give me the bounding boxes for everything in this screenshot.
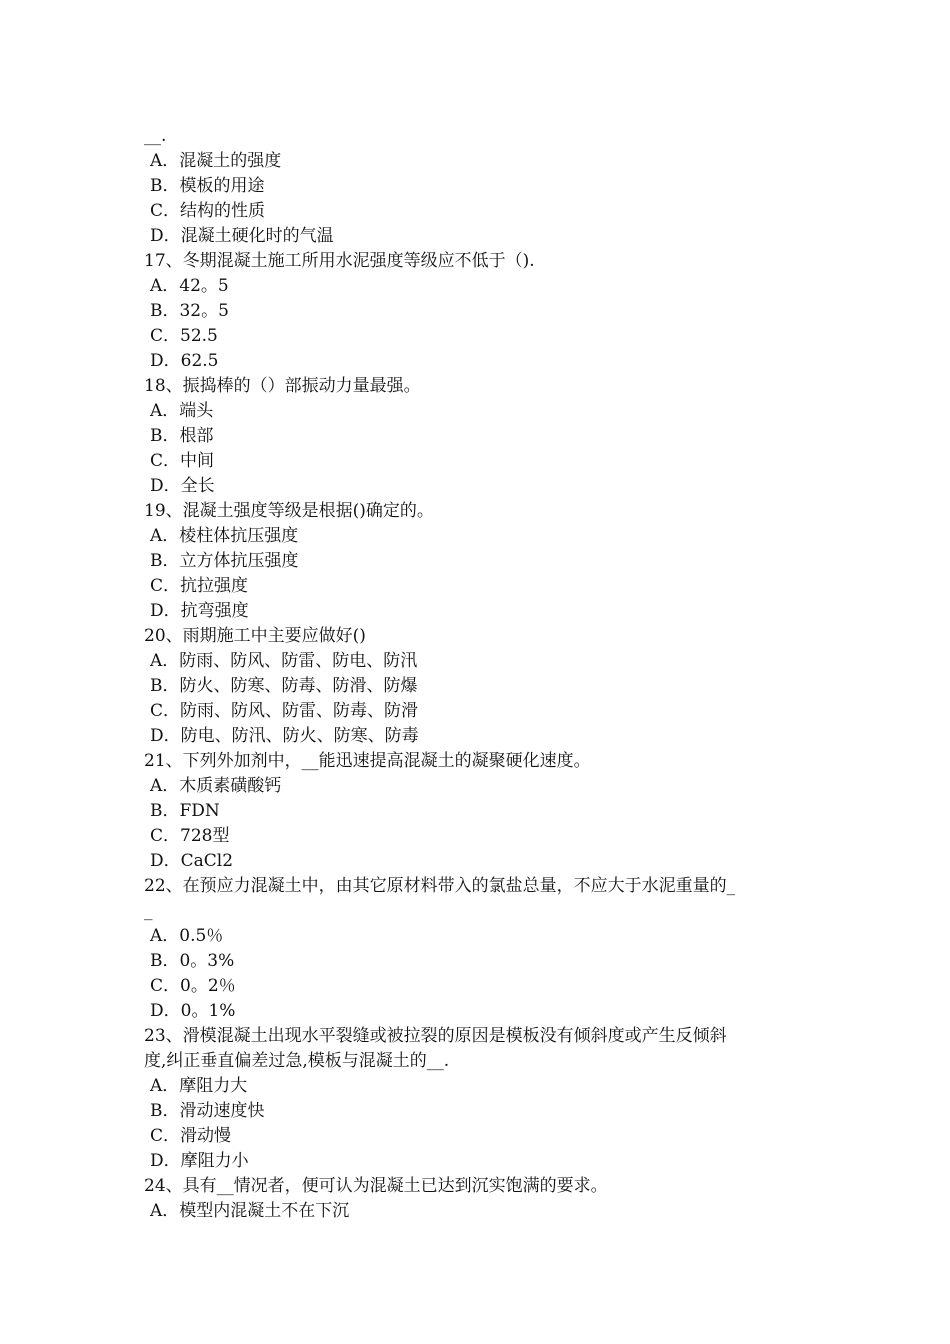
answer-option: C．728型 — [150, 826, 230, 846]
question-stem-fragment: __. — [144, 126, 167, 146]
question-text: 24、具有__情况者，便可认为混凝土已达到沉实饱满的要求。 — [144, 1176, 608, 1196]
question-list — [144, 124, 814, 1224]
answer-option: B．32。5 — [150, 301, 229, 321]
answer-option: B．0。3% — [150, 951, 235, 971]
question-text: _ — [144, 901, 153, 921]
answer-option: A．0.5％ — [150, 926, 224, 946]
question-text: 19、混凝土强度等级是根据()确定的。 — [144, 501, 434, 521]
answer-option: C．抗拉强度 — [150, 576, 249, 596]
answer-option: A．棱柱体抗压强度 — [150, 526, 299, 546]
question-text: 23、滑模混凝土出现水平裂缝或被拉裂的原因是模板没有倾斜度或产生反倾斜 — [144, 1026, 727, 1046]
question-text: 18、振捣棒的（）部振动力量最强。 — [144, 376, 421, 396]
answer-option: A．摩阻力大 — [150, 1076, 248, 1096]
question-text: 20、雨期施工中主要应做好() — [144, 626, 366, 646]
answer-option: D．全长 — [150, 476, 215, 496]
answer-option: C．防雨、防风、防雷、防毒、防滑 — [150, 701, 419, 721]
answer-option: C．52.5 — [150, 326, 218, 346]
answer-option: A．木质素磺酸钙 — [150, 776, 282, 796]
answer-option: B．模板的用途 — [150, 176, 265, 196]
answer-option: D．0。1% — [150, 1001, 236, 1021]
answer-option: D．混凝土硬化时的气温 — [150, 226, 334, 246]
answer-option: D．62.5 — [150, 351, 219, 371]
question-text: 17、冬期混凝土施工所用水泥强度等级应不低于（). — [144, 251, 535, 271]
answer-option: A．混凝土的强度 — [150, 151, 282, 171]
answer-option: B．立方体抗压强度 — [150, 551, 299, 571]
answer-option: B．防火、防寒、防毒、防滑、防爆 — [150, 676, 418, 696]
answer-option: A．模型内混凝土不在下沉 — [150, 1201, 350, 1221]
question-text: 22、在预应力混凝土中，由其它原材料带入的氯盐总量，不应大于水泥重量的_ — [144, 876, 736, 896]
answer-option: B．滑动速度快 — [150, 1101, 265, 1121]
answer-option: D．摩阻力小 — [150, 1151, 249, 1171]
answer-option: A．42。5 — [150, 276, 229, 296]
answer-option: C．中间 — [150, 451, 215, 471]
question-text: 度,纠正垂直偏差过急,模板与混凝土的__. — [144, 1051, 450, 1071]
answer-option: B．FDN — [150, 801, 220, 821]
answer-option: C．结构的性质 — [150, 201, 266, 221]
question-text: 21、下列外加剂中，__能迅速提高混凝土的凝聚硬化速度。 — [144, 751, 591, 771]
answer-option: D．CaCl2 — [150, 851, 234, 871]
answer-option: B．根部 — [150, 426, 214, 446]
answer-option: A．防雨、防风、防雷、防电、防汛 — [150, 651, 418, 671]
answer-option: D．防电、防汛、防火、防寒、防毒 — [150, 726, 419, 746]
answer-option: C．0。2％ — [150, 976, 236, 996]
answer-option: D．抗弯强度 — [150, 601, 249, 621]
answer-option: C．滑动慢 — [150, 1126, 232, 1146]
answer-option: A．端头 — [150, 401, 214, 421]
